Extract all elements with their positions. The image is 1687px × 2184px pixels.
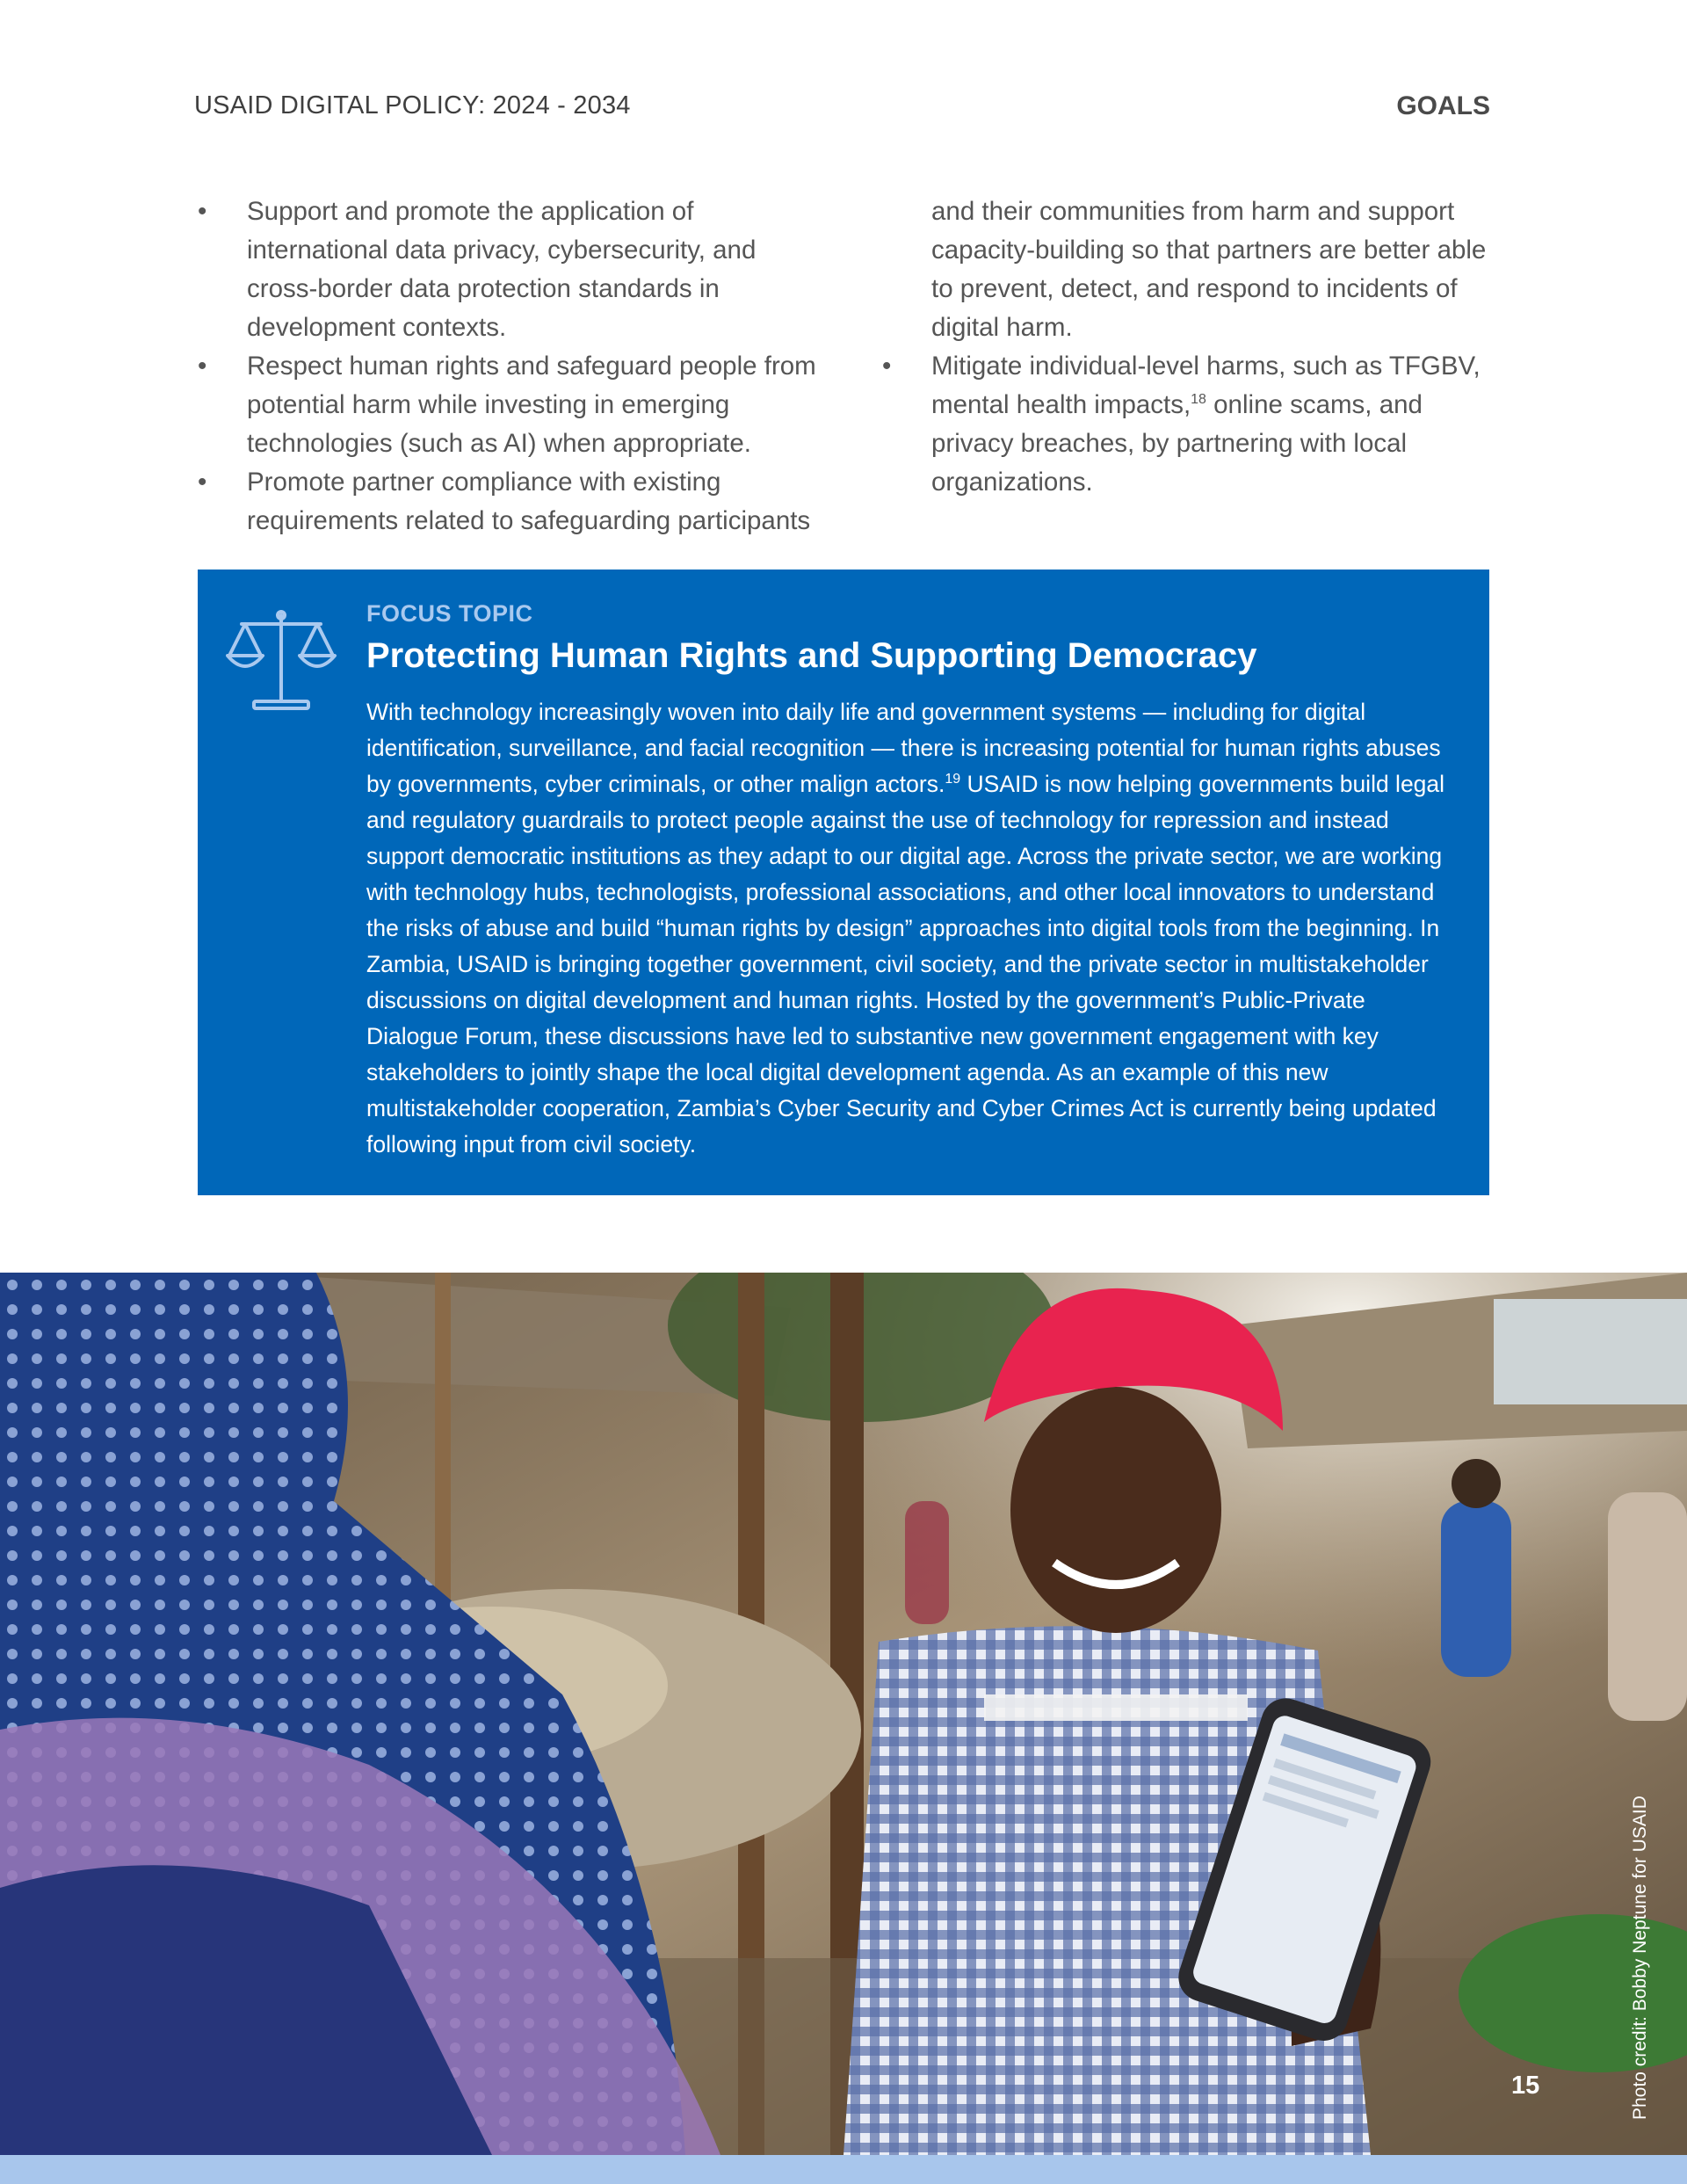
scales-of-justice-icon [224,605,338,719]
focus-body [366,694,1456,1163]
bullet-item: • Respect human rights and safeguard people from potential harm while investing in emerging technologies (such as AI) when appropriate. [194,347,827,463]
footnote-ref[interactable]: 19 [945,772,961,787]
photo-illustration [0,1273,1687,2155]
focus-topic-box [198,570,1489,1195]
focus-body-text: With technology increasingly woven into daily life and government systems — including for digital identification, surveillance, and facial recognition — there is increasing potential for human rights abuses by governments, cyber criminals, or other malign actors. [366,699,1441,797]
running-header: USAID DIGITAL POLICY: 2024 - 2034 [194,91,631,120]
footer-bar [0,2155,1687,2184]
market-photo [0,1273,1687,2155]
bullet-continuation: and their communities from harm and support capacity-building so that partners are better able to prevent, detect, and respond to incidents of digital harm. [931,197,1487,342]
focus-title: Protecting Human Rights and Supporting Democracy [366,636,1257,675]
right-column [879,192,1494,502]
footnote-ref[interactable]: 18 [1191,392,1206,408]
bullet-item: • Promote partner compliance with existing requirements related to safeguarding participants [194,463,827,541]
photo-credit: Photo credit: Bobby Neptune for USAID [1630,1796,1650,2120]
focus-body-text: USAID is now helping governments build legal and regulatory guardrails to protect people against the use of technology for repression and instead support democratic institutions as they adapt to our digital age. Across the private sector, we are working with technology hubs, technologists, professional associations, and other local innovators to understand the risks of abuse and build “human rights by design” approaches into digital tools from the beginning. In Zambia, USAID is bringing together government, civil society, and the private sector in multistakeholder discussions on digital development and human rights. Hosted by the government’s Public-Private Dialogue Forum, these discussions have led to substantive new government engagement with key stakeholders to jointly shape the local digital development agenda. As an example of this new multistakeholder cooperation, Zambia’s Cyber Security and Cyber Crimes Act is currently being updated following input from civil society. [366,771,1445,1157]
bullet-text: Mitigate individual-level harms, such as TFGBV, mental health impacts, [931,352,1481,419]
bullet-text: online scams, and privacy breaches, by partnering with local organizations. [931,390,1423,497]
section-label: GOALS [1396,91,1490,120]
left-column [194,192,827,541]
page-number: 15 [1511,2072,1540,2100]
bullet-item [879,347,1494,502]
bullet-item: • Support and promote the application of international data privacy, cybersecurity, and cross-border data protection standards in development contexts. [194,192,827,347]
focus-kicker: FOCUS TOPIC [366,600,533,627]
